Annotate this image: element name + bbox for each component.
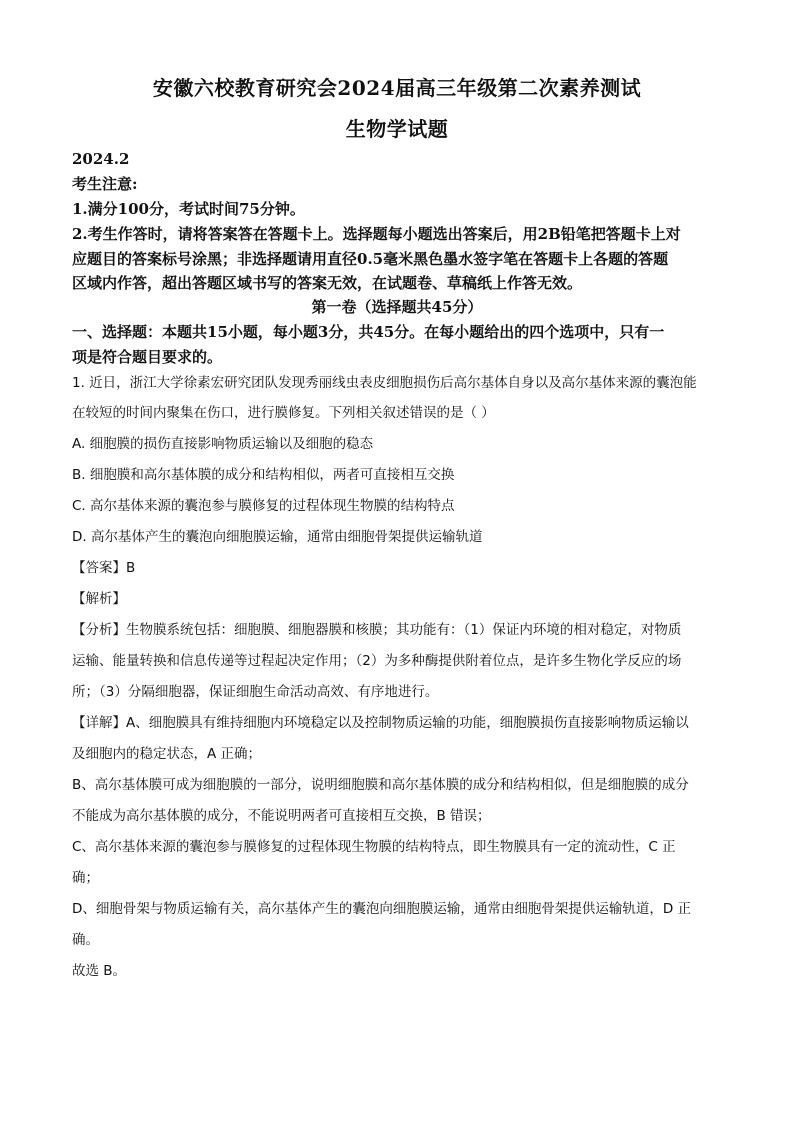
exam-subtitle: 生物学试题	[345, 117, 449, 141]
notice-item-2-line-1: 2.考生作答时，请将答案答在答题卡上。选择题每小题选出答案后，用2B铅笔把答题卡上对	[72, 225, 681, 243]
exam-title: 安徽六校教育研究会2024届高三年级第二次素养测试	[152, 76, 642, 100]
option-a: A. 细胞膜的损伤直接影响物质运输以及细胞的稳态	[72, 436, 374, 452]
detail-line: 确。	[72, 932, 99, 948]
question-stem-line-1: 1. 近日，浙江大学徐素宏研究团队发现秀丽线虫表皮细胞损伤后高尔基体自身以及高尔基体来源的囊泡能	[72, 375, 697, 391]
detail-line: B、高尔基体膜可成为细胞膜的一部分，说明细胞膜和高尔基体膜的成分和结构相似，但是细胞膜的成分	[72, 777, 689, 793]
section-instruction-line-2: 项是符合题目要求的。	[72, 348, 223, 366]
detail-line: D、细胞骨架与物质运输有关，高尔基体产生的囊泡向细胞膜运输，通常由细胞骨架提供运输轨道，D 正	[72, 901, 692, 917]
section-instruction-line-1: 一、选择题：本题共15小题，每小题3分，共45分。在每小题给出的四个选项中，只有一	[72, 323, 665, 341]
notice-item-2-line-2: 应题目的答案标号涂黑；非选择题请用直径0.5毫米黑色墨水签字笔在答题卡上各题的答题	[72, 250, 669, 268]
exam-date: 2024.2	[72, 150, 130, 168]
option-b: B. 细胞膜和高尔基体膜的成分和结构相似，两者可直接相互交换	[72, 467, 455, 483]
detail-line: 故选 B。	[72, 963, 127, 979]
detail-line: 【详解】A、细胞膜具有维持细胞内环境稳定以及控制物质运输的功能，细胞膜损伤直接影响物质运输以	[72, 715, 689, 731]
notice-item-1: 1.满分100分，考试时间75分钟。	[72, 200, 305, 218]
detail-line: 确；	[72, 870, 99, 886]
analysis-label: 【解析】	[72, 591, 126, 607]
option-c: C. 高尔基体来源的囊泡参与膜修复的过程体现生物膜的结构特点	[72, 498, 455, 514]
analysis-line: 所；（3）分隔细胞器，保证细胞生命活动高效、有序地进行。	[72, 684, 439, 700]
answer-label: 【答案】B	[72, 560, 136, 576]
question-stem-line-2: 在较短的时间内聚集在伤口，进行膜修复。下列相关叙述错误的是（ ）	[72, 405, 495, 421]
option-d: D. 高尔基体产生的囊泡向细胞膜运输，通常由细胞骨架提供运输轨道	[72, 529, 483, 545]
detail-line: C、高尔基体来源的囊泡参与膜修复的过程体现生物膜的结构特点，即生物膜具有一定的流动性，C 正	[72, 839, 676, 855]
section-title: 第一卷（选择题共45分）	[311, 298, 483, 316]
notice-heading: 考生注意:	[72, 175, 138, 193]
notice-item-2-line-3: 区域内作答，超出答题区域书写的答案无效，在试题卷、草稿纸上作答无效。	[72, 274, 583, 292]
analysis-line: 【分析】生物膜系统包括：细胞膜、细胞器膜和核膜；其功能有：（1）保证内环境的相对稳定，对物质	[72, 622, 682, 638]
detail-line: 及细胞内的稳定状态，A 正确；	[72, 746, 262, 762]
detail-line: 不能成为高尔基体膜的成分，不能说明两者可直接相互交换，B 错误；	[72, 808, 491, 824]
analysis-line: 运输、能量转换和信息传递等过程起决定作用；（2）为多种酶提供附着位点，是许多生物化学反应的场	[72, 653, 682, 669]
